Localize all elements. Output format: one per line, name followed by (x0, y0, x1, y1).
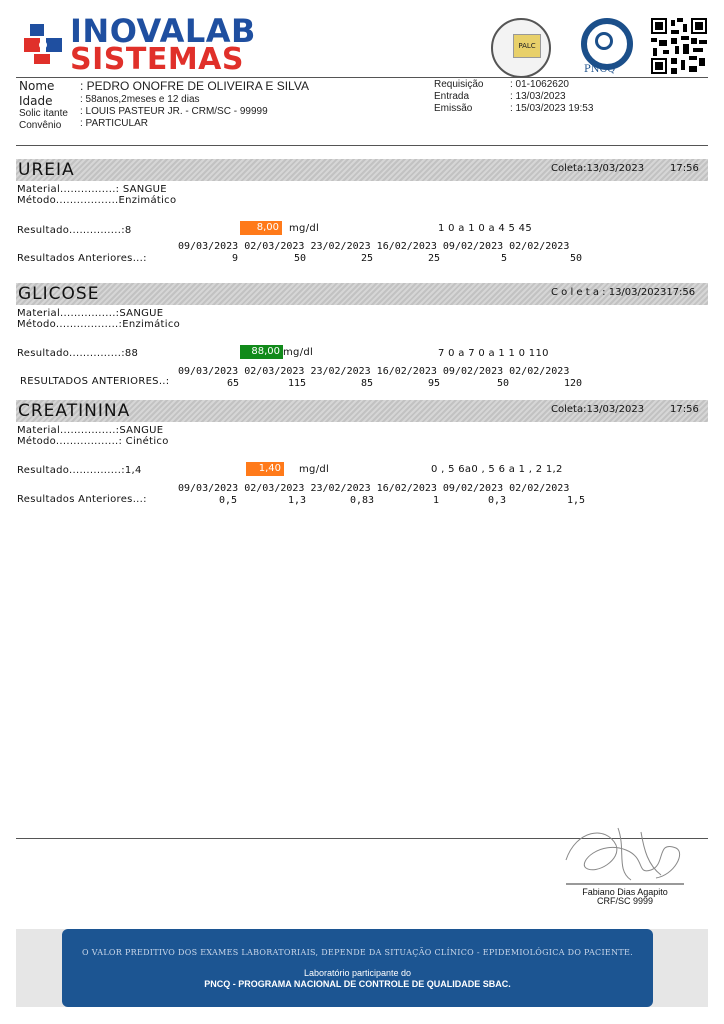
requisicao-value: : 01-1062620 (510, 79, 569, 90)
requisicao-label: Requisição (434, 79, 484, 90)
prev-value-ureia: 50 (570, 253, 583, 264)
header-bottom-rule (16, 145, 708, 146)
prev-value-ureia: 5 (501, 253, 508, 264)
footer-lab-line: Laboratório participante do (303, 968, 412, 978)
palc-seal-label: PALC (513, 34, 541, 58)
resultado-glicose: Resultado...............:88 (17, 348, 139, 359)
nome-value: : PEDRO ONOFRE DE OLIVEIRA E SILVA (80, 79, 309, 93)
entrada-label: Entrada (434, 91, 470, 102)
coleta-creatinina: Coleta:13/03/2023 (551, 404, 645, 415)
anteriores-label-glicose: RESULTADOS ANTERIORES..: (20, 376, 170, 387)
footer-disclaimer: O VALOR PREDITIVO DOS EXAMES LABORATORIAIS, DEPENDE DA SITUAÇÃO CLÍNICO - EPIDEMIOLÓGICA DO PACIENTE. (82, 948, 633, 957)
prev-value-creatinina: 1,3 (288, 495, 307, 506)
qr-code-icon (651, 18, 707, 74)
prev-value-ureia: 25 (361, 253, 374, 264)
signature-name: Fabiano Dias Agapito (582, 887, 668, 897)
reference-creatinina: 0 , 5 6a0 , 5 6 a 1 , 2 1,2 (431, 464, 563, 475)
prev-dates-glicose: 09/03/2023 02/03/2023 23/02/2023 16/02/2023 09/02/2023 02/02/2023 (178, 366, 570, 377)
prev-value-ureia: 9 (232, 253, 239, 264)
result-value-creatinina: 1,40 (246, 462, 284, 476)
anteriores-label-ureia: Resultados Anteriores...: (17, 253, 147, 264)
prev-dates-ureia: 09/03/2023 02/03/2023 23/02/2023 16/02/2023 09/02/2023 02/02/2023 (178, 241, 570, 252)
prev-value-glicose: 50 (497, 378, 510, 389)
coleta-time-creatinina: 17:56 (670, 404, 699, 415)
prev-value-creatinina: 0,83 (350, 495, 375, 506)
prev-value-ureia: 25 (428, 253, 441, 264)
anteriores-label-creatinina: Resultados Anteriores...: (17, 494, 147, 505)
resultado-ureia: Resultado...............:8 (17, 225, 132, 236)
unit-ureia: mg/dl (289, 223, 320, 234)
result-value-ureia: 8,00 (240, 221, 282, 235)
prev-value-creatinina: 1,5 (567, 495, 586, 506)
exam-title-glicose: GLICOSE (18, 284, 100, 304)
idade-value: : 58anos,2meses e 12 dias (80, 94, 200, 105)
material-ureia: Material................: SANGUE (17, 184, 167, 195)
prev-value-glicose: 95 (428, 378, 441, 389)
material-glicose: Material................:SANGUE (17, 308, 164, 319)
prev-value-creatinina: 1 (433, 495, 440, 506)
exam-title-creatinina: CREATININA (18, 401, 131, 421)
convenio-label: Convênio (19, 120, 62, 131)
pncq-seal-label: PNCQ (584, 64, 616, 75)
coleta-glicose: C o l e t a : 13/03/202317:56 (551, 287, 696, 298)
unit-creatinina: mg/dl (299, 464, 330, 475)
nome-label: Nome (19, 79, 55, 93)
emissao-label: Emissão (434, 103, 473, 114)
exam-title-ureia: UREIA (18, 160, 75, 180)
entrada-value: : 13/03/2023 (510, 91, 566, 102)
prev-value-ureia: 50 (294, 253, 307, 264)
unit-glicose: mg/dl (283, 347, 314, 358)
inovalab-logo-icon (20, 16, 70, 66)
pncq-seal-center (595, 32, 613, 50)
prev-dates-creatinina: 09/03/2023 02/03/2023 23/02/2023 16/02/2023 09/02/2023 02/02/2023 (178, 483, 570, 494)
prev-value-glicose: 115 (288, 378, 307, 389)
prev-value-creatinina: 0,3 (488, 495, 507, 506)
logo-text-sistemas: SISTEMAS (70, 42, 245, 77)
emissao-value: : 15/03/2023 19:53 (510, 103, 594, 114)
metodo-ureia: Método..................Enzimático (17, 195, 177, 206)
result-value-glicose: 88,00 (240, 345, 283, 359)
metodo-glicose: Método..................:Enzimático (17, 319, 181, 330)
reference-ureia: 1 0 a 1 0 a 4 5 45 (438, 223, 532, 234)
metodo-creatinina: Método..................: Cinético (17, 436, 169, 447)
footer-pncq-line: PNCQ - PROGRAMA NACIONAL DE CONTROLE DE QUALIDADE SBAC. (204, 979, 511, 989)
solicitante-value: : LOUIS PASTEUR JR. - CRM/SC - 99999 (80, 106, 268, 117)
prev-value-glicose: 65 (227, 378, 240, 389)
idade-label: Idade (19, 94, 53, 108)
handwritten-signature-icon (556, 820, 690, 886)
coleta-ureia: Coleta:13/03/2023 (551, 163, 645, 174)
coleta-time-ureia: 17:56 (670, 163, 699, 174)
signature-crf: CRF/SC 9999 (596, 896, 654, 906)
prev-value-creatinina: 0,5 (219, 495, 238, 506)
logo-text-inovalab: INOVALAB (70, 12, 256, 50)
solicitante-label: Solic itante (19, 108, 68, 119)
resultado-creatinina: Resultado...............:1,4 (17, 465, 142, 476)
reference-glicose: 7 0 a 7 0 a 1 1 0 110 (438, 348, 549, 359)
material-creatinina: Material................:SANGUE (17, 425, 164, 436)
header-top-rule (16, 77, 708, 78)
prev-value-glicose: 85 (361, 378, 374, 389)
convenio-value: : PARTICULAR (80, 118, 148, 129)
prev-value-glicose: 120 (564, 378, 583, 389)
